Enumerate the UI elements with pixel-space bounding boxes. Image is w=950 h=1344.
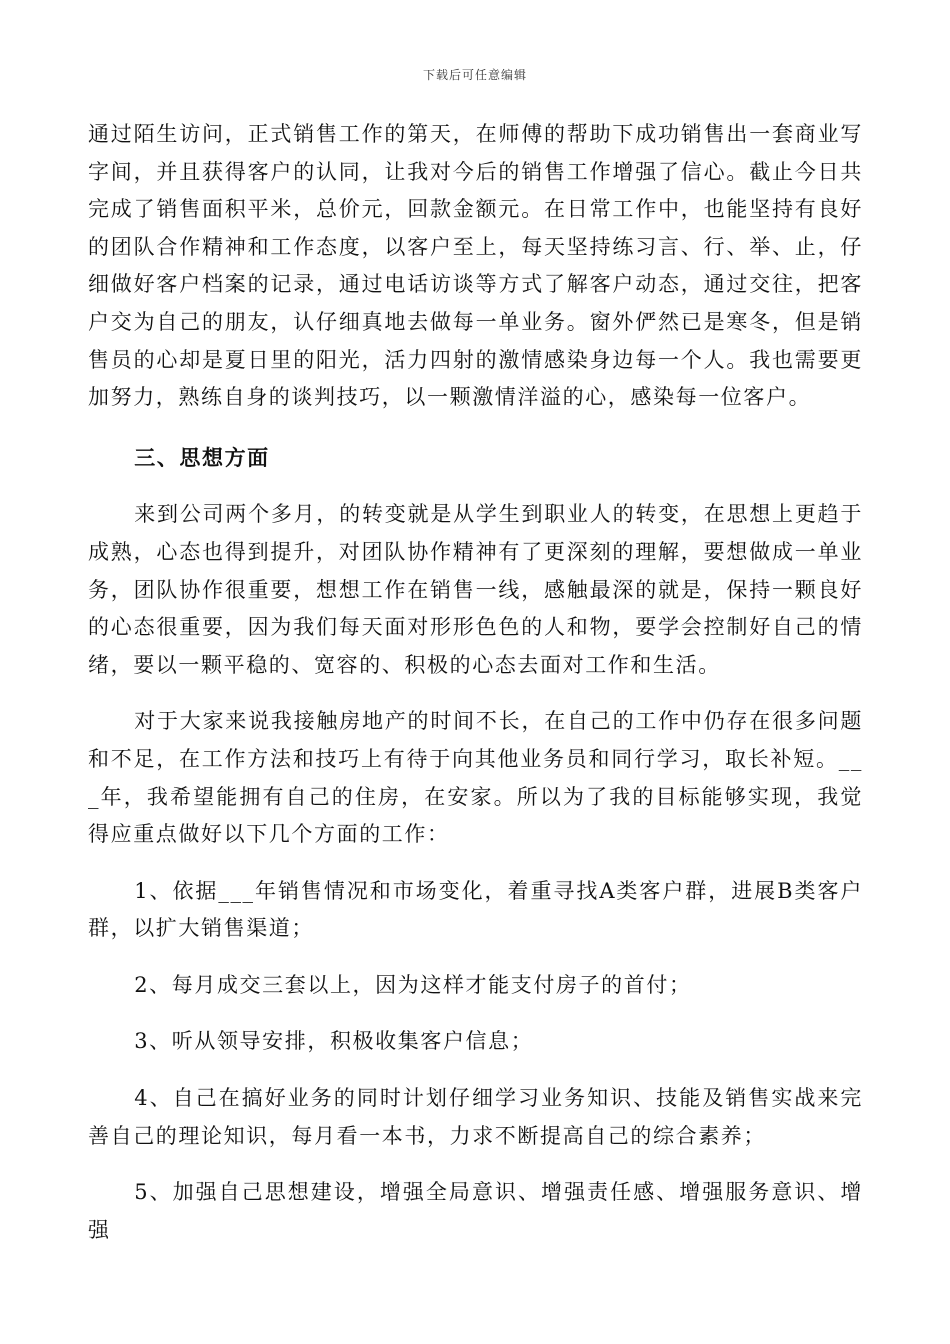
list-item-5: 5、加强自己思想建设，增强全局意识、增强责任感、增强服务意识、增强 — [88, 1180, 863, 1242]
list-item-3: 3、听从领导安排，积极收集客户信息； — [134, 1029, 534, 1054]
paragraph-thinking: 来到公司两个多月，的转变就是从学生到职业人的转变，在思想上更趋于成熟，心态也得到提升，对团队协作精神有了更深刻的理解，要想做成一单业务，团队协作很重要，想想工作在销售一线，感触最深的就是，保持一颗良好的心态很重要，因为我们每天面对形形色色的人和物，要学会控制好自己的情绪，要以一颗平稳的、宽容的、积极的心态去面对工作和生活。 — [88, 502, 863, 677]
paragraph-shortcomings: 对于大家来说我接触房地产的时间不长，在自己的工作中仍存在很多问题和不足，在工作方法和技巧上有待于向其他业务员和同行学习，取长补短。___年，我希望能拥有自己的住房，在安家。所以为了我的目标能够实现，我觉得应重点做好以下几个方面的工作： — [88, 709, 863, 847]
list-item-1: 1、依据___年销售情况和市场变化，着重寻找A类客户群，进展B类客户群，以扩大销售渠道； — [88, 878, 863, 941]
list-item-4: 4、自己在搞好业务的同时计划仔细学习业务知识、技能及销售实战来完善自己的理论知识，每月看一本书，力求不断提高自己的综合素养； — [88, 1086, 863, 1148]
list-item-2: 2、每月成交三套以上，因为这样才能支付房子的首付； — [134, 972, 692, 997]
document-body — [88, 116, 863, 1249]
paragraph-sales-work: 通过陌生访问，正式销售工作的第天，在师傅的帮助下成功销售出一套商业写字间，并且获得客户的认同，让我对今后的销售工作增强了信心。截止今日共完成了销售面积平米，总价元，回款金额元。在日常工作中，也能坚持有良好的团队合作精神和工作态度，以客户至上，每天坚持练习言、行、举、止，仔细做好客户档案的记录，通过电话访谈等方式了解客户动态，通过交往，把客户交为自己的朋友，认仔细真地去做每一单业务。窗外俨然已是寒冬，但是销售员的心却是夏日里的阳光，活力四射的激情感染身边每一个人。我也需要更加努力，熟练自身的谈判技巧，以一颗激情洋溢的心，感染每一位客户。 — [88, 122, 863, 410]
section-heading-thinking: 三、思想方面 — [134, 444, 270, 470]
page-header: 下载后可任意编辑 — [422, 68, 527, 82]
